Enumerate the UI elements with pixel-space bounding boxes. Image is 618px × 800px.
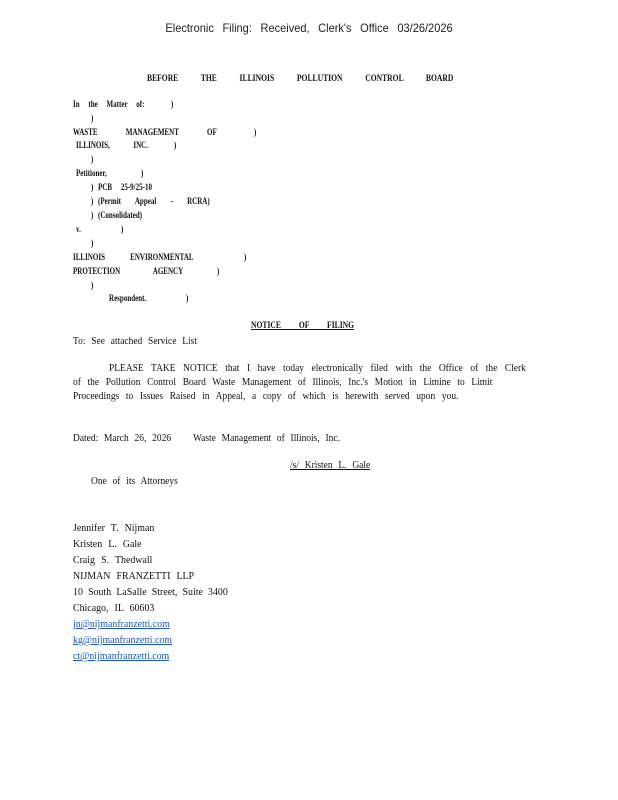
caption-paren: ) [91,238,94,248]
caption-consolidated: (Consolidated) [98,210,143,220]
board-header: BEFORE THE ILLINOIS POLLUTION CONTROL BOARD [147,74,454,84]
caption-versus: v. [76,224,81,234]
email-link-jn[interactable]: jn@nijmanfranzetti.com [73,618,170,630]
signature: /s/ Kristen L. Gale [290,459,371,471]
attorney-line: Craig S. Thedwall [73,554,153,566]
firm-name: NIJMAN FRANZETTI LLP [73,570,195,582]
caption-paren: ) [244,252,247,262]
caption-respondent-role: Respondent. [109,293,147,303]
caption-paren: ) [217,266,220,276]
caption-petitioner-name-1: WASTE MANAGEMENT OF [73,127,217,137]
caption-petitioner-name-2: ILLINOIS, INC. [76,140,148,150]
firm-city: Chicago, IL 60603 [73,602,155,614]
body-line-3: Proceedings to Issues Raised in Appeal, a copy of which is herewith served upon you. [73,390,459,402]
caption-respondent-name-1: ILLINOIS ENVIRONMENTAL [73,252,194,262]
body-line-1: PLEASE TAKE NOTICE that I have today electronically filed with the Office of the Clerk [109,362,526,374]
caption-case-type: (Permit Appeal - RCRA) [98,196,210,206]
notice-title: NOTICE OF FILING [251,321,355,331]
caption-paren: ) [91,210,94,220]
to-line: To: See attached Service List [73,335,197,347]
filing-stamp: Electronic Filing: Received, Clerk's Office 03/26/2026 [165,21,453,35]
attorney-line: Kristen L. Gale [73,538,142,550]
email-link-ct[interactable]: ct@nijmanfranzetti.com [73,650,170,662]
caption-paren: ) [91,182,94,192]
caption-paren: ) [141,168,144,178]
caption-paren: ) [91,113,94,123]
caption-paren: ) [174,140,177,150]
dated-line: Dated: March 26, 2026 [73,432,172,444]
caption-in-the-matter: In the Matter of: [73,99,145,109]
caption-case-no: PCB 25-9/25-10 [98,182,153,192]
caption-paren: ) [91,196,94,206]
caption-respondent-name-2: PROTECTION AGENCY [73,266,184,276]
signature-role: One of its Attorneys [91,475,178,487]
caption-paren: ) [91,154,94,164]
attorney-line: Jennifer T. Nijman [73,522,155,534]
body-line-2: of the Pollution Control Board Waste Management of Illinois, Inc.'s Motion in Limine to Limit [73,376,493,388]
caption-petitioner-role: Petitioner, [76,168,107,178]
caption-paren: ) [186,293,189,303]
caption-paren: ) [91,280,94,290]
caption-paren: ) [254,127,257,137]
caption-paren: ) [121,224,124,234]
caption-paren: ) [171,99,174,109]
email-link-kg[interactable]: kg@nijmanfranzetti.com [73,634,173,646]
firm-address: 10 South LaSalle Street, Suite 3400 [73,586,228,598]
dated-party: Waste Management of Illinois, Inc. [193,432,340,444]
